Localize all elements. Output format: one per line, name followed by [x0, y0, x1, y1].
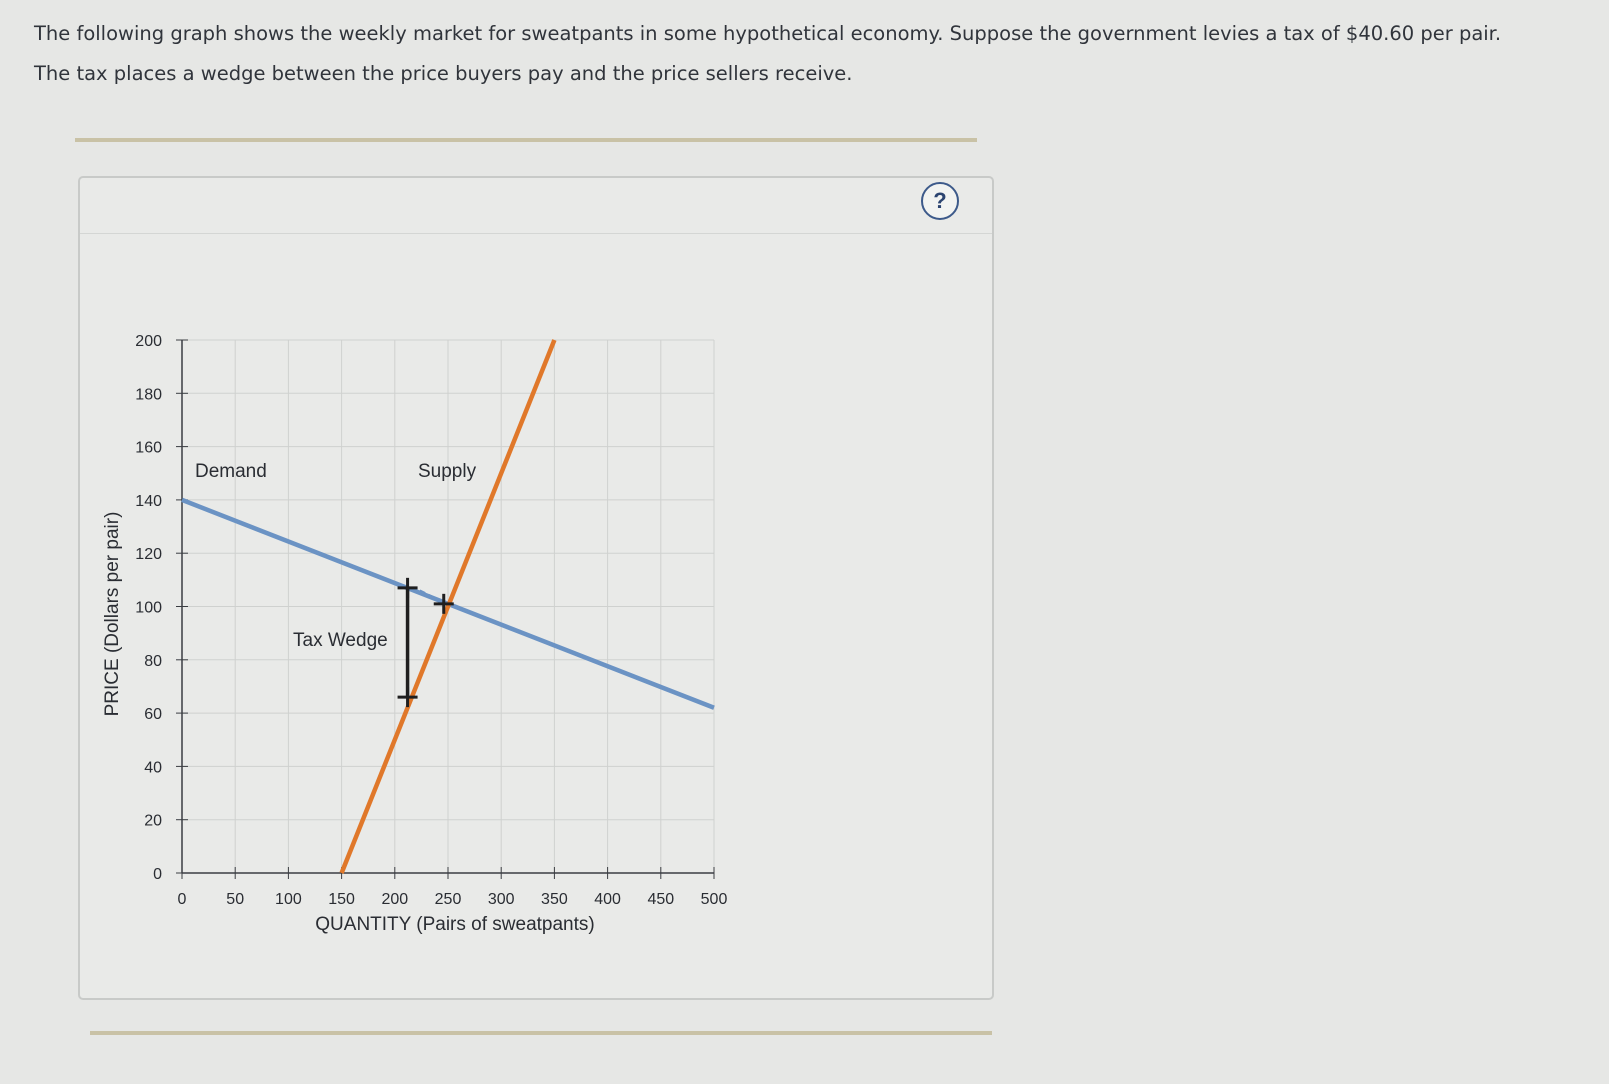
x-tick-label: 150 [328, 891, 355, 908]
x-tick-label: 200 [381, 891, 409, 908]
help-icon: ? [933, 188, 947, 213]
tax-wedge-label: Tax Wedge [293, 630, 388, 651]
y-tick-label: 0 [153, 866, 162, 883]
x-tick-label: 450 [647, 891, 675, 908]
graph-panel [78, 176, 994, 1000]
question-line-2: The tax places a wedge between the price buyers pay and the price sellers receive. [34, 62, 853, 85]
y-tick-label: 180 [135, 386, 162, 404]
y-tick-label: 60 [144, 706, 162, 724]
y-tick-label: 20 [144, 812, 162, 830]
panel-header-divider [80, 233, 992, 234]
y-tick-label: 200 [135, 333, 162, 350]
divider-top [75, 138, 977, 142]
y-tick-label: 120 [135, 546, 162, 564]
x-tick-label: 500 [700, 891, 728, 908]
x-tick-label: 300 [487, 891, 515, 908]
x-tick-label: 0 [177, 891, 187, 908]
divider-bottom [90, 1031, 992, 1035]
question-text [34, 14, 1574, 94]
x-tick-label: 400 [594, 891, 621, 908]
x-axis-title: QUANTITY (Pairs of sweatpants) [315, 914, 595, 935]
x-tick-label: 350 [541, 891, 568, 908]
y-axis-title: PRICE (Dollars per pair) [102, 511, 123, 717]
x-tick-label: 250 [434, 891, 462, 908]
y-tick-label: 160 [135, 439, 162, 457]
help-button[interactable] [921, 182, 959, 220]
demand-label: Demand [195, 461, 267, 482]
y-tick-label: 140 [135, 492, 162, 510]
x-tick-label: 50 [226, 891, 245, 908]
y-tick-label: 100 [135, 599, 162, 617]
y-tick-label: 40 [144, 759, 162, 777]
question-line-1: The following graph shows the weekly market for sweatpants in some hypothetical economy. Suppose the government levies a tax of $40.60 per pair. [34, 22, 1502, 45]
y-tick-label: 80 [144, 652, 162, 670]
x-tick-label: 100 [275, 891, 302, 908]
supply-label: Supply [418, 461, 477, 482]
